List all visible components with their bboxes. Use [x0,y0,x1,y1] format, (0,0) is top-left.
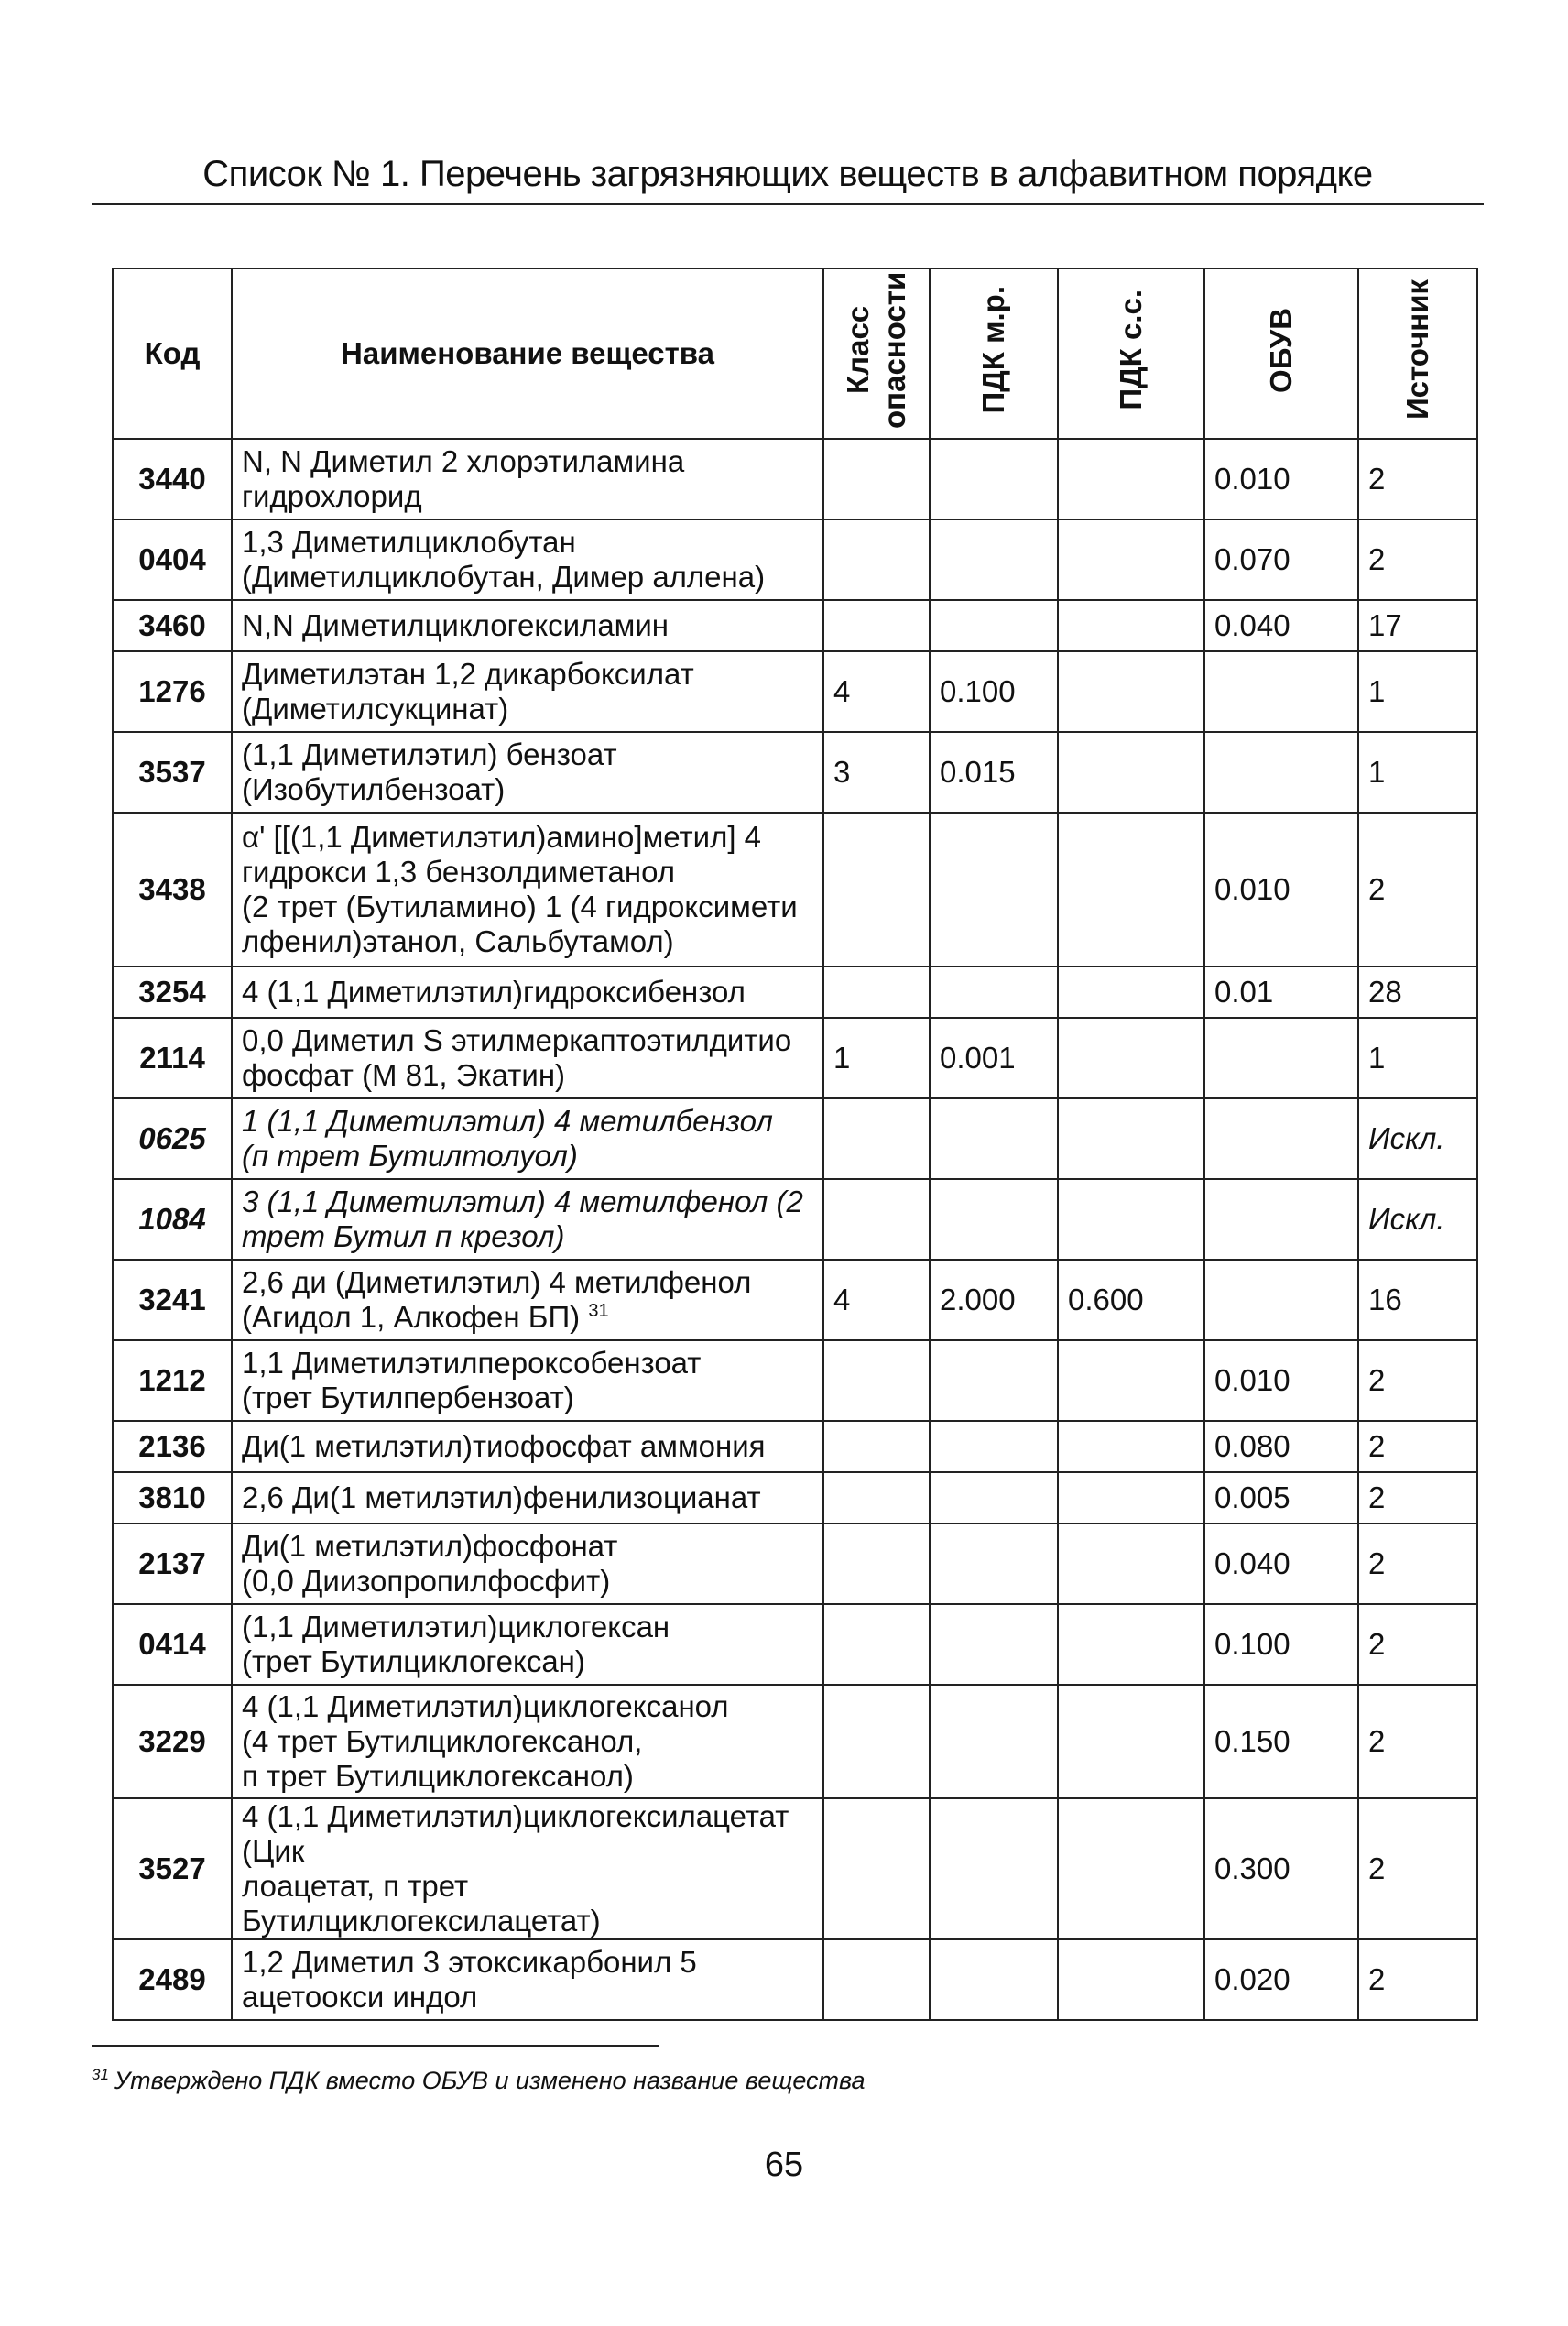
cell-pdk-mr [930,1798,1058,1939]
cell-pdk-ss [1058,1685,1204,1798]
cell-name-line: 4 (1,1 Диметилэтил)циклогексанол [242,1689,729,1723]
table-row [113,1098,1477,1179]
cell-name-line: ацетоокси индол [242,1980,478,2014]
cell-name [232,1340,823,1421]
cell-code: 0625 [113,1098,232,1179]
cell-name-line: N,N Диметилциклогексиламин [242,608,670,642]
cell-pdk-mr [930,1939,1058,2020]
cell-name-line: (трет Бутилциклогексан) [242,1644,585,1678]
footnote-mark: 31 [92,2066,109,2083]
header-pdk-mr [930,268,1058,439]
cell-code: 0414 [113,1604,232,1685]
header-obuv [1204,268,1358,439]
cell-name [232,732,823,813]
cell-source: 2 [1358,1472,1477,1523]
cell-source: 17 [1358,600,1477,651]
cell-obuv: 0.040 [1204,600,1358,651]
cell-name [232,1798,823,1939]
cell-name [232,1939,823,2020]
cell-name-line: п трет Бутилциклогексанол) [242,1759,634,1793]
cell-name-line: гидрохлорид [242,479,422,513]
cell-pdk-ss [1058,732,1204,813]
cell-obuv: 0.01 [1204,966,1358,1018]
cell-pdk-ss [1058,439,1204,519]
cell-pdk-mr [930,1421,1058,1472]
cell-pdk-mr [930,600,1058,651]
cell-name [232,651,823,732]
cell-pdk-ss [1058,519,1204,600]
cell-obuv [1204,1098,1358,1179]
cell-hazard-class [823,600,930,651]
cell-name-line: лоацетат, п трет Бутилциклогексилацетат) [242,1869,601,1938]
cell-name-line: 2,6 Ди(1 метилэтил)фенилизоцианат [242,1480,761,1514]
cell-name [232,1018,823,1098]
table-row [113,1260,1477,1340]
cell-code: 3241 [113,1260,232,1340]
cell-name-line: (4 трет Бутилциклогексанол, [242,1724,643,1758]
cell-hazard-class [823,813,930,966]
cell-source: 2 [1358,519,1477,600]
cell-source: Искл. [1358,1179,1477,1260]
cell-pdk-mr [930,439,1058,519]
cell-code: 1276 [113,651,232,732]
cell-name-line: (0,0 Диизопропилфосфит) [242,1564,611,1598]
table-row [113,1523,1477,1604]
cell-name [232,1179,823,1260]
cell-hazard-class [823,439,930,519]
cell-hazard-class: 4 [823,651,930,732]
cell-hazard-class [823,1685,930,1798]
table-body [113,439,1477,2020]
cell-pdk-ss [1058,1340,1204,1421]
page-title: Список № 1. Перечень загрязняющих веществ в алфавитном порядке [202,154,1373,194]
cell-pdk-mr: 0.001 [930,1018,1058,1098]
cell-code: 3810 [113,1472,232,1523]
cell-obuv: 0.080 [1204,1421,1358,1472]
cell-pdk-mr [930,519,1058,600]
cell-name-line: (Изобутилбензоат) [242,772,506,806]
cell-code: 2137 [113,1523,232,1604]
cell-name-line: (2 трет (Бутиламино) 1 (4 гидроксимети [242,890,798,923]
cell-obuv: 0.010 [1204,1340,1358,1421]
cell-hazard-class [823,1472,930,1523]
cell-code: 1212 [113,1340,232,1421]
header-pdk-ss-label: ПДК с.с. [1114,289,1148,410]
header-source [1358,268,1477,439]
cell-name-line: (п трет Бутилтолуол) [242,1139,578,1173]
footnote-text: Утверждено ПДК вместо ОБУВ и изменено название вещества [114,2067,866,2094]
header-hazard-class-label: Класс опасности [841,271,911,429]
cell-obuv [1204,732,1358,813]
cell-pdk-mr [930,1685,1058,1798]
cell-name-line: 0,0 Диметил S этилмеркаптоэтилдитио [242,1023,792,1057]
cell-code: 3229 [113,1685,232,1798]
cell-code: 2136 [113,1421,232,1472]
cell-obuv: 0.040 [1204,1523,1358,1604]
cell-pdk-ss [1058,1798,1204,1939]
cell-source: 2 [1358,813,1477,966]
cell-name-line: 2,6 ди (Диметилэтил) 4 метилфенол [242,1265,752,1299]
cell-name [232,966,823,1018]
cell-pdk-ss [1058,651,1204,732]
table-row [113,1340,1477,1421]
cell-code: 2114 [113,1018,232,1098]
substances-table [112,268,1478,2021]
cell-code: 3460 [113,600,232,651]
cell-source: 2 [1358,1523,1477,1604]
cell-obuv: 0.010 [1204,439,1358,519]
cell-name [232,1260,823,1340]
cell-pdk-ss [1058,1939,1204,2020]
cell-name-line: 1,3 Диметилциклобутан [242,525,576,559]
table-row [113,600,1477,651]
cell-pdk-ss [1058,813,1204,966]
cell-name-line: 1,1 Диметилэтилпероксобензоат [242,1346,702,1380]
cell-source: Искл. [1358,1098,1477,1179]
cell-source: 1 [1358,651,1477,732]
cell-source: 2 [1358,1939,1477,2020]
cell-code: 3440 [113,439,232,519]
cell-pdk-mr [930,1472,1058,1523]
cell-pdk-ss [1058,1179,1204,1260]
cell-obuv: 0.300 [1204,1798,1358,1939]
footnote [92,2067,866,2095]
cell-name [232,519,823,600]
cell-pdk-mr [930,813,1058,966]
cell-pdk-ss [1058,966,1204,1018]
cell-name-line: (1,1 Диметилэтил)циклогексан [242,1610,670,1643]
table-row [113,651,1477,732]
cell-name-line: Ди(1 метилэтил)тиофосфат аммония [242,1429,766,1463]
cell-obuv: 0.020 [1204,1939,1358,2020]
cell-source: 2 [1358,439,1477,519]
cell-name-line-wrap [242,1300,813,1335]
cell-pdk-mr: 0.015 [930,732,1058,813]
cell-hazard-class: 1 [823,1018,930,1098]
cell-name-line: (Диметилсукцинат) [242,692,509,726]
cell-name-line: трет Бутил п крезол) [242,1219,565,1253]
table-row [113,1179,1477,1260]
cell-name [232,1685,823,1798]
cell-code: 3537 [113,732,232,813]
cell-name [232,1098,823,1179]
cell-pdk-ss [1058,1523,1204,1604]
cell-source: 1 [1358,732,1477,813]
cell-name-line: α' [[(1,1 Диметилэтил)амино]метил] 4 [242,820,762,854]
table-row [113,1798,1477,1939]
cell-name-line: (Диметилциклобутан, Димер аллена) [242,560,766,594]
header-code: Код [113,268,232,439]
cell-name-line: лфенил)этанол, Сальбутамол) [242,924,674,958]
cell-pdk-ss [1058,1018,1204,1098]
cell-pdk-mr [930,1604,1058,1685]
cell-hazard-class: 3 [823,732,930,813]
table-row [113,732,1477,813]
cell-name [232,813,823,966]
cell-code: 2489 [113,1939,232,2020]
cell-pdk-mr [930,1523,1058,1604]
cell-pdk-mr [930,1098,1058,1179]
cell-code: 0404 [113,519,232,600]
cell-name-line: (трет Бутилпербензоат) [242,1381,574,1414]
title-rule [92,203,1484,205]
footnote-ref: 31 [588,1301,609,1321]
cell-obuv: 0.150 [1204,1685,1358,1798]
cell-hazard-class [823,1939,930,2020]
cell-name-line: 4 (1,1 Диметилэтил)циклогексилацетат (Цик [242,1799,789,1868]
cell-source: 2 [1358,1340,1477,1421]
cell-name [232,439,823,519]
cell-hazard-class [823,1604,930,1685]
table-row [113,1018,1477,1098]
cell-pdk-mr: 0.100 [930,651,1058,732]
cell-source: 2 [1358,1421,1477,1472]
header-obuv-label: ОБУВ [1264,307,1298,393]
table-row [113,439,1477,519]
cell-name [232,600,823,651]
cell-code: 3438 [113,813,232,966]
table-row [113,966,1477,1018]
cell-source: 2 [1358,1798,1477,1939]
cell-pdk-ss [1058,600,1204,651]
cell-source: 2 [1358,1685,1477,1798]
cell-name-line: (Агидол 1, Алкофен БП) [242,1300,581,1334]
cell-name-line: Ди(1 метилэтил)фосфонат [242,1529,618,1563]
cell-hazard-class [823,519,930,600]
cell-name [232,1421,823,1472]
cell-pdk-mr [930,966,1058,1018]
cell-hazard-class [823,1340,930,1421]
table-row [113,813,1477,966]
cell-obuv: 0.010 [1204,813,1358,966]
footnote-rule [92,2045,659,2047]
cell-name [232,1472,823,1523]
cell-obuv [1204,651,1358,732]
cell-name-line: фосфат (М 81, Экатин) [242,1058,566,1092]
cell-name-line: 3 (1,1 Диметилэтил) 4 метилфенол (2 [242,1185,803,1218]
header-name: Наименование вещества [232,268,823,439]
cell-obuv: 0.070 [1204,519,1358,600]
cell-obuv [1204,1179,1358,1260]
cell-pdk-mr [930,1340,1058,1421]
cell-name-line: 4 (1,1 Диметилэтил)гидроксибензол [242,975,746,1009]
cell-hazard-class [823,1179,930,1260]
cell-name-line: Диметилэтан 1,2 дикарбоксилат [242,657,694,691]
header-hazard-class [823,268,930,439]
cell-pdk-mr [930,1179,1058,1260]
table-row [113,1421,1477,1472]
cell-obuv: 0.100 [1204,1604,1358,1685]
cell-pdk-ss [1058,1604,1204,1685]
cell-source: 1 [1358,1018,1477,1098]
cell-pdk-mr: 2.000 [930,1260,1058,1340]
header-pdk-mr-label: ПДК м.р. [976,286,1010,414]
cell-name [232,1523,823,1604]
cell-name-line: 1 (1,1 Диметилэтил) 4 метилбензол [242,1104,773,1138]
cell-source: 28 [1358,966,1477,1018]
cell-name-line: гидрокси 1,3 бензолдиметанол [242,855,675,889]
cell-source: 16 [1358,1260,1477,1340]
cell-hazard-class [823,1523,930,1604]
cell-name-line: (1,1 Диметилэтил) бензоат [242,737,617,771]
cell-hazard-class [823,1421,930,1472]
cell-hazard-class [823,966,930,1018]
cell-pdk-ss [1058,1098,1204,1179]
table-row [113,1685,1477,1798]
header-source-label: Источник [1400,279,1434,420]
header-pdk-ss [1058,268,1204,439]
table-header-row [113,268,1477,439]
cell-pdk-ss [1058,1421,1204,1472]
cell-name-line: 1,2 Диметил 3 этоксикарбонил 5 [242,1945,697,1979]
cell-obuv [1204,1260,1358,1340]
cell-pdk-ss: 0.600 [1058,1260,1204,1340]
cell-code: 3254 [113,966,232,1018]
table-row [113,519,1477,600]
cell-code: 3527 [113,1798,232,1939]
cell-hazard-class: 4 [823,1260,930,1340]
table-row [113,1472,1477,1523]
table-row [113,1939,1477,2020]
table-row [113,1604,1477,1685]
cell-pdk-ss [1058,1472,1204,1523]
cell-hazard-class [823,1098,930,1179]
cell-hazard-class [823,1798,930,1939]
page-number: 65 [764,2146,804,2184]
cell-source: 2 [1358,1604,1477,1685]
cell-obuv: 0.005 [1204,1472,1358,1523]
cell-name [232,1604,823,1685]
cell-obuv [1204,1018,1358,1098]
cell-code: 1084 [113,1179,232,1260]
cell-name-line: N, N Диметил 2 хлорэтиламина [242,444,685,478]
